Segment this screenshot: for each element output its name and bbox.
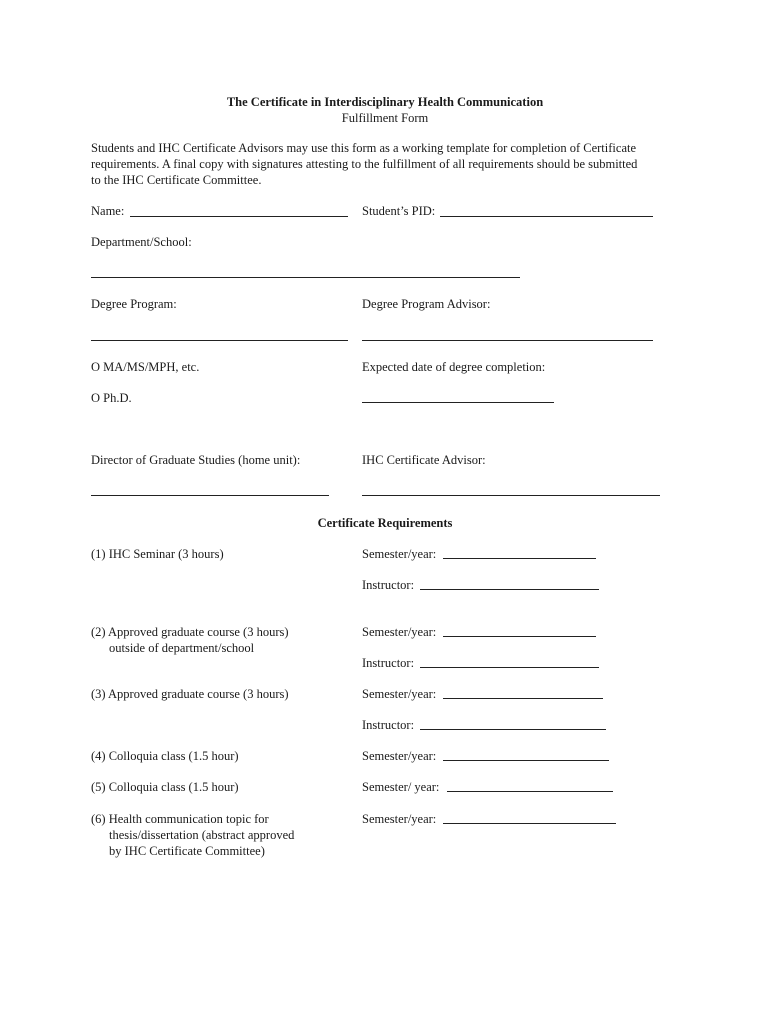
semester-label: Semester/year:	[362, 749, 437, 763]
option-ma-checkbox[interactable]: O MA/MS/MPH, etc.	[91, 360, 200, 374]
ihc-advisor-label: IHC Certificate Advisor:	[362, 453, 486, 467]
requirements-heading: Certificate Requirements	[317, 516, 453, 530]
intro-line: Students and IHC Certificate Advisors may use this form as a working template for completion of Certificate	[91, 141, 637, 155]
name-label: Name:	[91, 204, 125, 218]
semester-label: Semester/year:	[362, 547, 437, 561]
semester-field[interactable]	[447, 791, 613, 792]
instructor-field[interactable]	[420, 667, 599, 668]
instructor-label: Instructor:	[362, 718, 415, 732]
department-label: Department/School:	[91, 235, 192, 249]
degree-program-field[interactable]	[91, 340, 348, 341]
student-pid-label: Student’s PID:	[362, 204, 436, 218]
expected-date-label: Expected date of degree completion:	[362, 360, 546, 374]
requirement-label-cont: thesis/dissertation (abstract approved	[109, 828, 295, 842]
requirement-label-cont: by IHC Certificate Committee)	[109, 844, 265, 858]
instructor-field[interactable]	[420, 589, 599, 590]
degree-advisor-field[interactable]	[362, 340, 653, 341]
form-subtitle: Fulfillment Form	[341, 111, 429, 125]
intro-paragraph	[91, 140, 691, 188]
instructor-label: Instructor:	[362, 578, 415, 592]
student-pid-field[interactable]	[440, 216, 653, 217]
director-label: Director of Graduate Studies (home unit):	[91, 453, 301, 467]
degree-advisor-label: Degree Program Advisor:	[362, 297, 491, 311]
requirement-label: (4) Colloquia class (1.5 hour)	[91, 749, 239, 763]
instructor-field[interactable]	[420, 729, 606, 730]
name-field[interactable]	[130, 216, 348, 217]
semester-label: Semester/year:	[362, 812, 437, 826]
semester-field[interactable]	[443, 558, 596, 559]
requirement-label: (1) IHC Seminar (3 hours)	[91, 547, 224, 561]
semester-field[interactable]	[443, 698, 603, 699]
semester-field[interactable]	[443, 760, 609, 761]
director-field[interactable]	[91, 495, 329, 496]
intro-line: to the IHC Certificate Committee.	[91, 173, 262, 187]
option-phd-checkbox[interactable]: O Ph.D.	[91, 391, 132, 405]
requirement-label: (2) Approved graduate course (3 hours)	[91, 625, 289, 639]
ihc-advisor-field[interactable]	[362, 495, 660, 496]
instructor-label: Instructor:	[362, 656, 415, 670]
semester-field[interactable]	[443, 636, 596, 637]
requirement-label-cont: outside of department/school	[109, 641, 255, 655]
intro-line: requirements. A final copy with signatures attesting to the fulfillment of all requirements should be submitted	[91, 157, 638, 171]
expected-date-field[interactable]	[362, 402, 554, 403]
form-title: The Certificate in Interdisciplinary Health Communication	[226, 95, 544, 109]
semester-label: Semester/year:	[362, 625, 437, 639]
department-field[interactable]	[91, 277, 520, 278]
semester-label: Semester/ year:	[362, 780, 440, 794]
requirement-label: (5) Colloquia class (1.5 hour)	[91, 780, 239, 794]
requirement-label: (6) Health communication topic for	[91, 812, 269, 826]
degree-program-label: Degree Program:	[91, 297, 177, 311]
semester-label: Semester/year:	[362, 687, 437, 701]
requirement-label: (3) Approved graduate course (3 hours)	[91, 687, 289, 701]
semester-field[interactable]	[443, 823, 616, 824]
